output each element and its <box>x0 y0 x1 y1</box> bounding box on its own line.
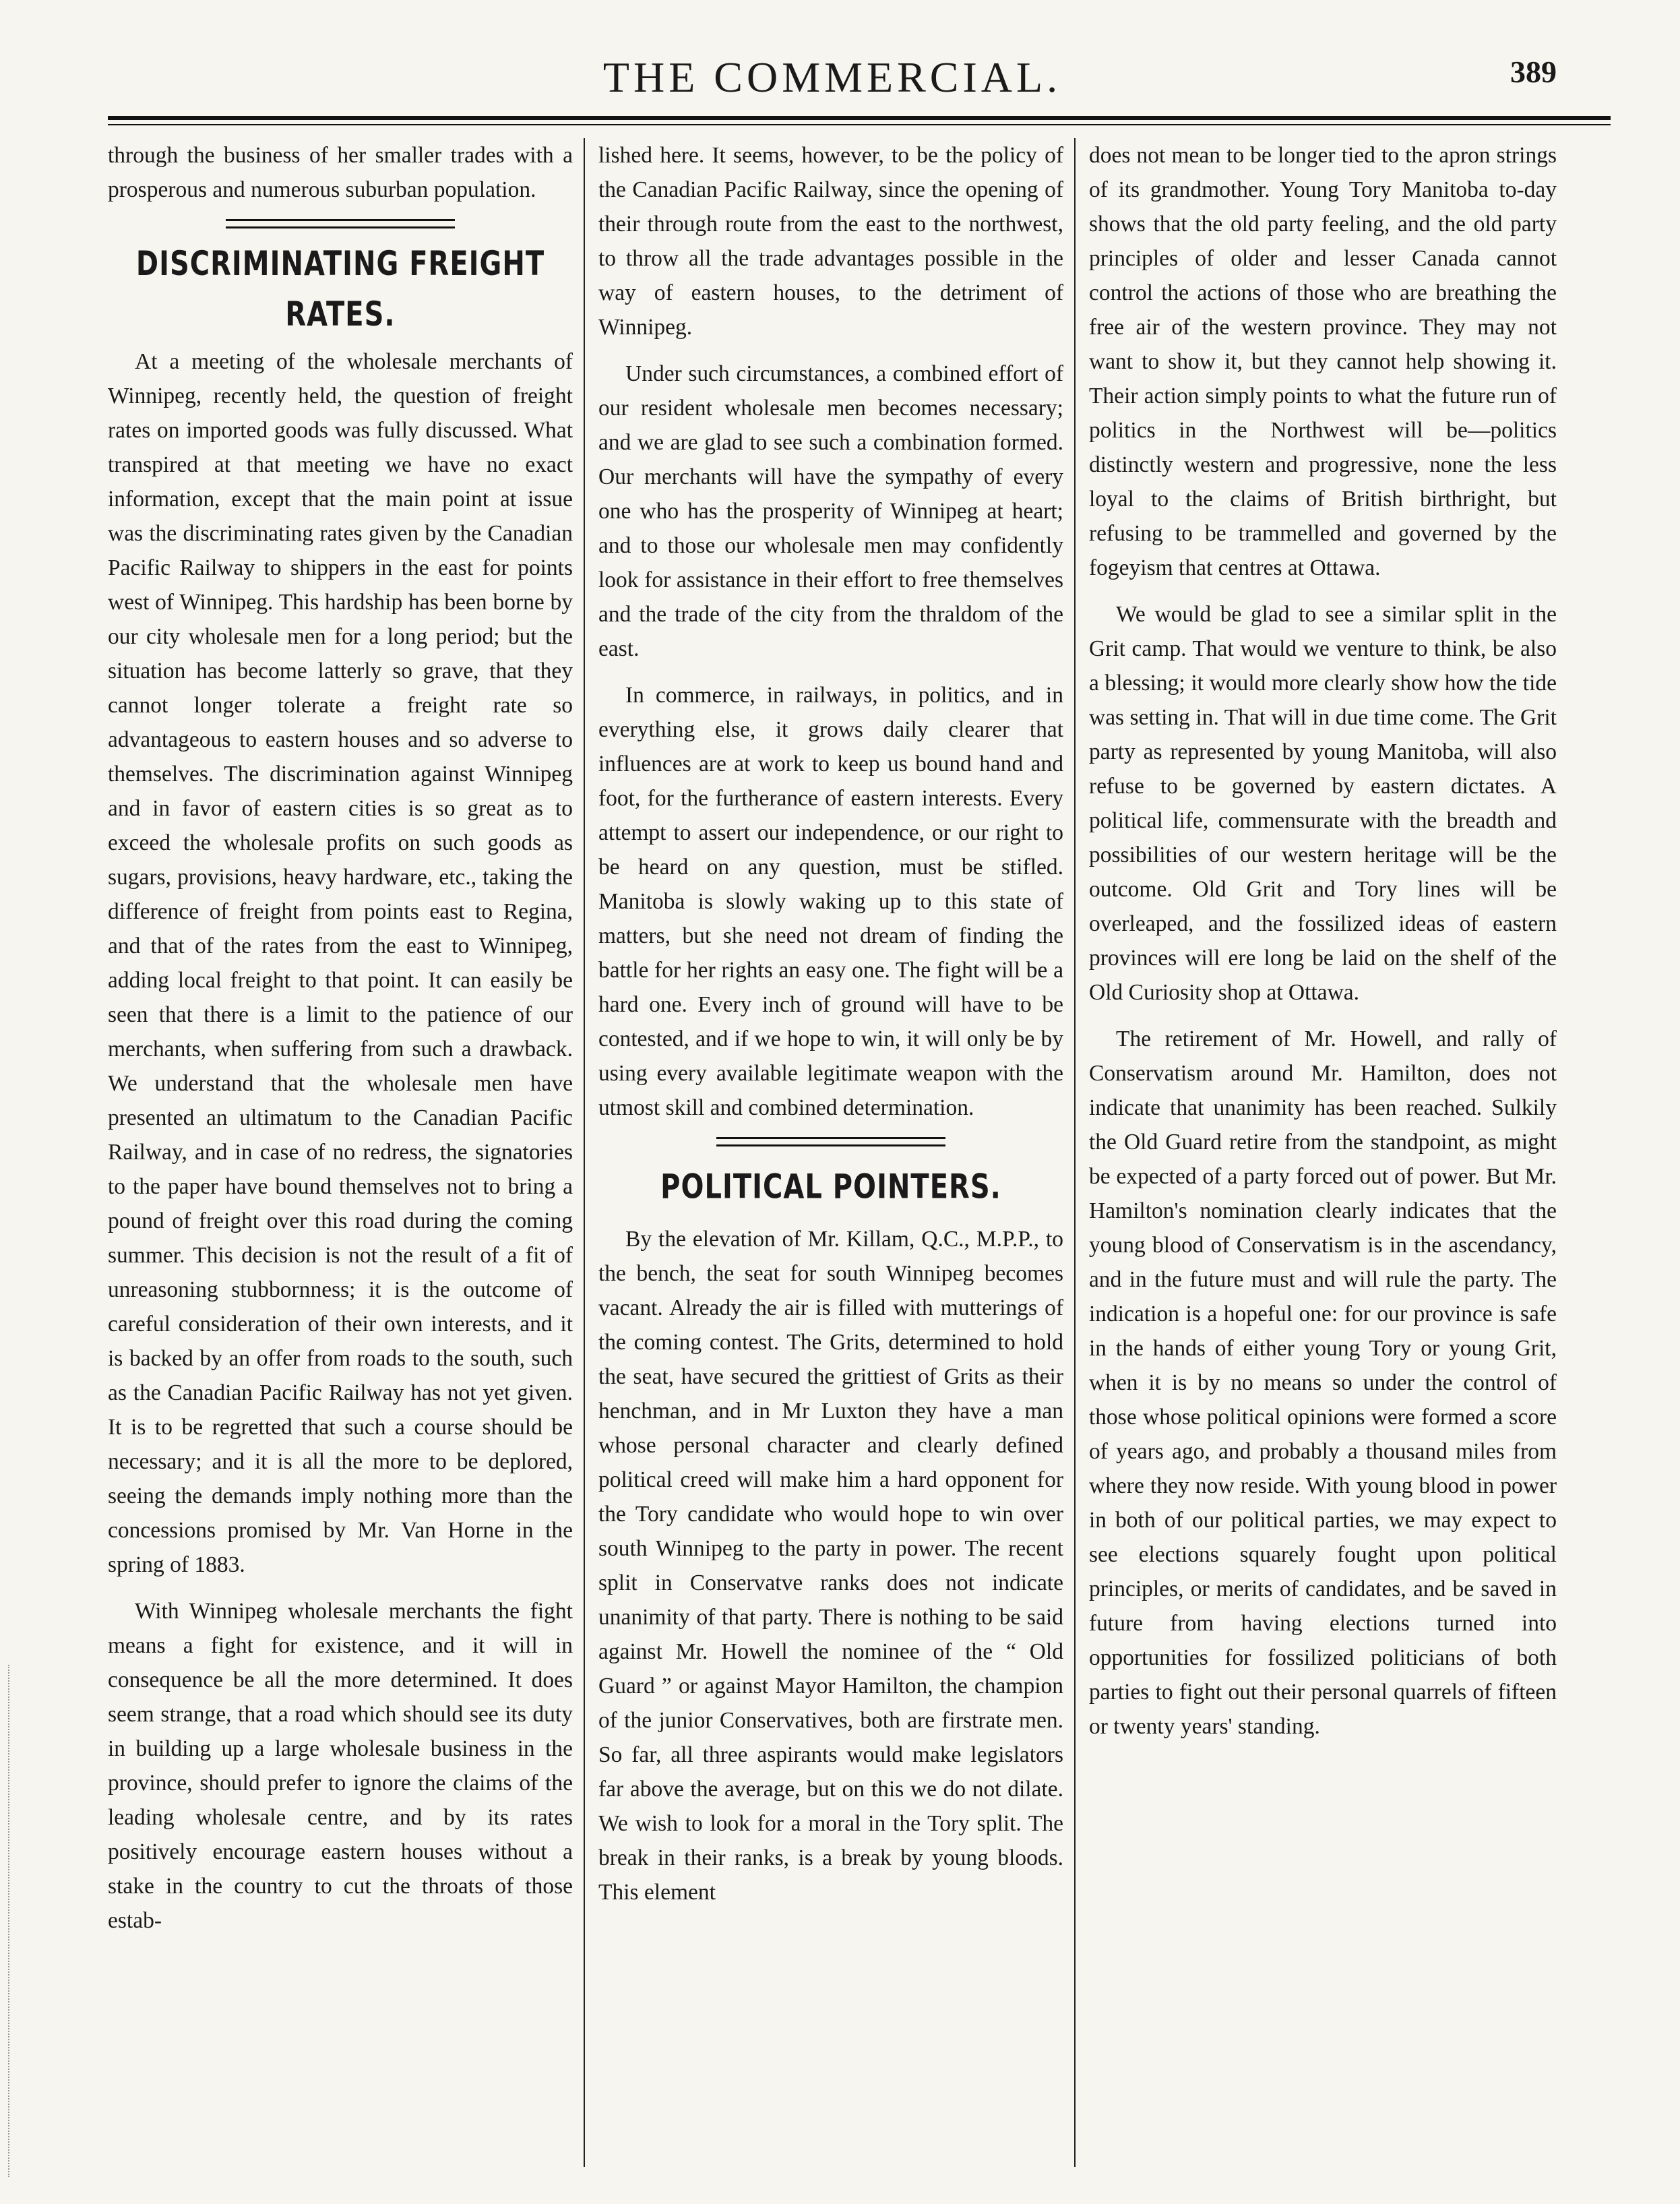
masthead <box>108 53 1557 113</box>
continued-paragraph: does not mean to be longer tied to the apron strings of its grandmother. Young Tory Manitoba to-day shows that the old party feeling, and the old party principles of older and lesser Canada cannot control the actions of those who are breathing the free air of the western province. They may not want to show it, but they cannot help showing it. Their action simply points to what the future run of politics in the Northwest will be—politics distinctly western and progressive, none the less loyal to the claims of British birthright, but refusing to be trammelled and governed by the fogeyism that centres at Ottawa. <box>1089 143 1557 580</box>
article-paragraph: By the elevation of Mr. Killam, Q.C., M.P.P., to the bench, the seat for south Winnipeg becomes vacant. Already the air is filled with mutterings of the coming contest. The Grits, determined to hold the seat, have secured the grittiest of Grits as their henchman, and in Mr Luxton they have a man whose personal character and clearly defined political creed will make him a hard opponent for the Tory candidate who would hope to win over south Winnipeg to the party in power. The recent split in Conservatve ranks does not indicate unanimity of that party. There is nothing to be said against Mr. Howell the nominee of the “ Old Guard ” or against Mayor Hamilton, the champion of the junior Conservatives, both are firstrate men. So far, all three aspirants would make legislators far above the average, but on this we do not dilate. We wish to look for a moral in the Tory split. The break in their ranks, is a break by young bloods. This element <box>598 1227 1063 1905</box>
column-2 <box>598 138 1063 2180</box>
continued-paragraph: through the business of her smaller trades with a prosperous and numerous suburban population. <box>108 143 573 202</box>
column-divider <box>584 138 585 2167</box>
article-paragraph: The retirement of Mr. Howell, and rally of Conservatism around Mr. Hamilton, does not indicate that unanimity has been reached. Sulkily the Old Guard retire from the standpoint, as might be expected of a party forced out of power. But Mr. Hamilton's nomination clearly indicates that the young blood of Conservatism is in the ascendancy, and in the future must and will rule the party. The indication is a hopeful one: for our province is safe in the hands of either young Tory or young Grit, when it is by no means so under the control of those whose political opinions were formed a score of years ago, and probably a thousand miles from where they now reside. With young blood in power in both of our political parties, we may expect to see elections squarely fought upon political principles, or merits of candidates, and be saved in future from having elections turned into opportunities for fossilized politicians of both parties to fight out their personal quarrels of fifteen or twenty years' standing. <box>1089 1027 1557 1739</box>
column-1 <box>108 138 573 2180</box>
page-number: 389 <box>1510 55 1557 89</box>
article-paragraph: At a meeting of the wholesale merchants of Winnipeg, recently held, the question of freight rates on imported goods was fully discussed. What transpired at that meeting we have no exact information, except that the main point at issue was the discriminating rates given by the Canadian Pacific Railway to shippers in the east for points west of Winnipeg. This hardship has been borne by our city wholesale men for a long period; but the situation has become latterly so grave, that they cannot longer tolerate a freight rate so advantageous to eastern houses and so adverse to themselves. The discrimination against Winnipeg and in favor of eastern cities is so great as to exceed the wholesale profits on such goods as sugars, provisions, heavy hardware, etc., taking the difference of freight from points east to Regina, and that of the rates from the east to Winnipeg, adding local freight to that point. It can easily be seen that there is a limit to the patience of our merchants, when suffering from such a drawback. We understand that the wholesale men have presented an ultimatum to the Canadian Pacific Railway, and in case of no redress, the signatories to the paper have bound themselves not to bring a pound of freight over this road during the coming summer. This decision is not the result of a fit of unreasoning stubbornness; it is the outcome of careful consideration of their own interests, and it is backed by an offer from roads to the south, such as the Canadian Pacific Railway has not yet given. It is to be regretted that such a course should be necessary; and it is all the more to be deplored, seeing the demands imply nothing more than the concessions promised by Mr. Van Horne in the spring of 1883. <box>108 349 573 1577</box>
column-3 <box>1089 138 1557 2180</box>
binding-margin-marks <box>8 1665 36 2177</box>
article-headline: DISCRIMINATING FREIGHT RATES. <box>135 244 545 334</box>
continued-paragraph: lished here. It seems, however, to be the policy of the Canadian Pacific Railway, since the opening of their through route from the east to the northwest, to throw all the trade advantages possible in the way of eastern houses, to the detriment of Winnipeg. <box>598 143 1063 340</box>
article-paragraph: We would be glad to see a similar split in the Grit camp. That would we venture to think, be also a blessing; it would more clearly show how the tide was setting in. That will in due time come. The Grit party as represented by young Manitoba, will also refuse to be governed by eastern dictates. A political life, commensurate with the breadth and possibilities of our western heritage will be the outcome. Old Grit and Tory lines will be overleaped, and the fossilized ideas of eastern provinces will ere long be laid on the shelf of the Old Curiosity shop at Ottawa. <box>1089 602 1557 1005</box>
newspaper-title: THE COMMERCIAL. <box>602 53 1062 101</box>
article-separator <box>716 1137 945 1146</box>
article-separator <box>226 219 455 228</box>
article-headline: POLITICAL POINTERS. <box>660 1167 1001 1206</box>
article-paragraph: Under such circumstances, a combined effort of our resident wholesale men becomes necessary; and we are glad to see such a combination formed. Our merchants will have the sympathy of every one who has the prosperity of Winnipeg at heart; and to those our wholesale men may confidently look for assistance in their effort to free themselves and the trade of the city from the thraldom of the east. <box>598 361 1063 661</box>
column-divider <box>1074 138 1076 2167</box>
article-paragraph: With Winnipeg wholesale merchants the fight means a fight for existence, and it will in consequence be all the more determined. It does seem strange, that a road which should see its duty in building up a large wholesale business in the province, should prefer to ignore the claims of the leading wholesale centre, and by its rates positively encourage eastern houses without a stake in the country to cut the throats of those estab- <box>108 1599 573 1933</box>
article-paragraph: In commerce, in railways, in politics, and in everything else, it grows daily clearer that influences are at work to keep us bound hand and foot, for the furtherance of eastern interests. Every attempt to assert our independence, or our right to be heard on any question, must be stifled. Manitoba is slowly waking up to this state of matters, but she need not dream of finding the battle for her rights an easy one. The fight will be a hard one. Every inch of ground will have to be contested, and if we hope to win, it will only be by using every available legitimate weapon with the utmost skill and combined determination. <box>598 683 1063 1120</box>
masthead-rule <box>108 116 1611 125</box>
